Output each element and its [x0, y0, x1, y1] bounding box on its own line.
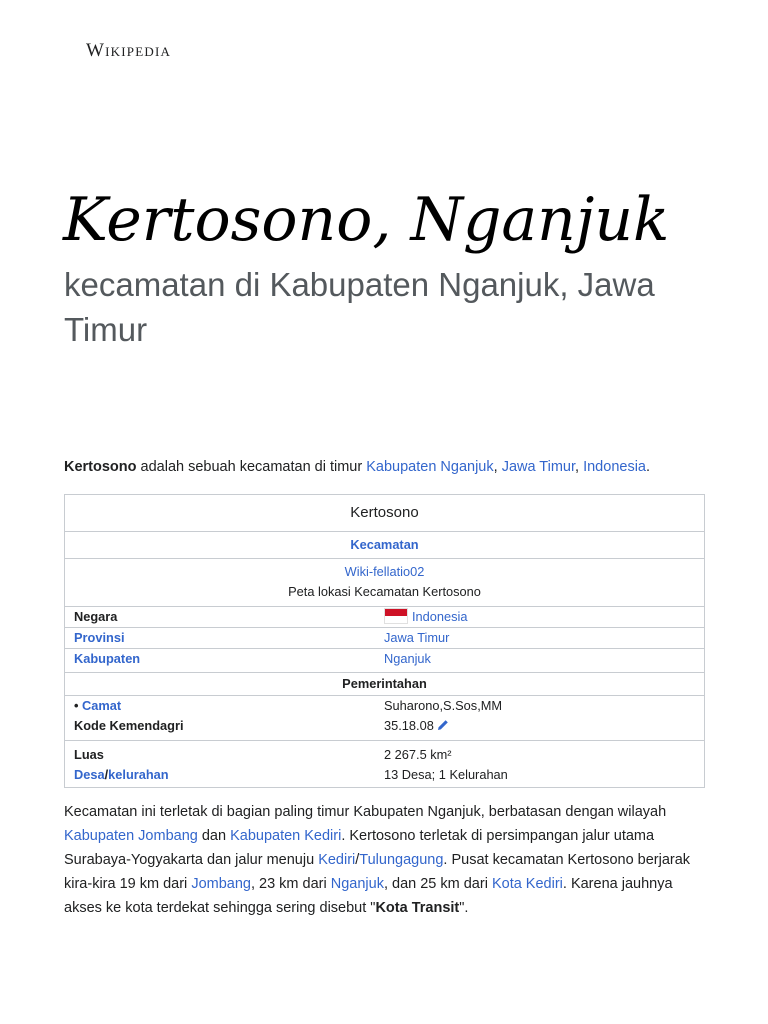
infobox-header-pemerintahan: Pemerintahan — [65, 672, 704, 695]
link-tulungagung[interactable]: Tulungagung — [359, 852, 444, 868]
body-bold: Kota Transit — [375, 900, 460, 916]
value-kode-kemendagri — [384, 716, 704, 736]
link-kota-kediri[interactable]: Kota Kediri — [491, 876, 563, 892]
lead-subject: Kertosono — [64, 459, 137, 475]
lead-sep: , — [493, 459, 502, 475]
link-jawa-timur-value[interactable]: Jawa Timur — [384, 630, 450, 645]
infobox — [64, 494, 705, 788]
infobox-row-luas — [65, 740, 704, 765]
slash: / — [104, 767, 109, 782]
link-nganjuk[interactable]: Nganjuk — [330, 876, 384, 892]
link-indonesia[interactable]: Indonesia — [583, 459, 646, 475]
kode-value: 35.18.08 — [384, 718, 434, 733]
body-text: . Pusat kecamatan Kertosono berjarak kira-kira 19 km dari — [64, 852, 691, 892]
bullet: • — [74, 698, 83, 713]
link-provinsi[interactable]: Provinsi — [74, 630, 125, 645]
page-title: Kertosono, Nganjuk — [63, 185, 670, 255]
infobox-row-provinsi — [65, 627, 704, 648]
label-kode-kemendagri: Kode Kemendagri — [74, 718, 184, 733]
infobox-row-camat — [65, 695, 704, 716]
value-luas: 2 267.5 km² — [384, 747, 452, 762]
lead-end: . — [645, 459, 651, 475]
label-negara: Negara — [74, 609, 118, 624]
body-text: Kecamatan ini terletak di bagian paling timur Kabupaten Nganjuk, berbatasan dengan wilayah — [64, 804, 667, 820]
label-desa-kelurahan — [65, 765, 384, 785]
value-kabupaten — [384, 649, 704, 669]
link-kabupaten-nganjuk[interactable]: Kabupaten Nganjuk — [366, 459, 494, 475]
link-camat[interactable]: Camat — [82, 698, 122, 713]
link-kabupaten-jombang[interactable]: Kabupaten Jombang — [64, 828, 198, 844]
label-provinsi — [65, 628, 384, 648]
label-kabupaten — [65, 649, 384, 669]
lead-sep: , — [575, 459, 584, 475]
link-kediri[interactable]: Kediri — [318, 852, 356, 868]
body-text: , 23 km dari — [250, 876, 331, 892]
link-kabupaten[interactable]: Kabupaten — [74, 651, 141, 666]
infobox-caption: Kertosono — [65, 495, 704, 532]
lead-text: adalah sebuah kecamatan di timur — [136, 459, 367, 475]
pencil-icon[interactable] — [437, 719, 449, 731]
body-text: . Karena jauhnya akses ke kota terdekat sehingga sering disebut " — [64, 876, 673, 916]
infobox-map — [65, 559, 704, 607]
link-kelurahan[interactable]: kelurahan — [108, 767, 169, 782]
page-subtitle: kecamatan di Kabupaten Nganjuk, Jawa Timur — [64, 266, 655, 348]
label-luas: Luas — [74, 747, 104, 762]
infobox-row-kode — [65, 716, 704, 736]
lead-paragraph — [64, 457, 724, 477]
body-text: . Kertosono terletak di persimpangan jalur utama Surabaya-Yogyakarta dan jalur menuju — [64, 828, 655, 868]
link-nganjuk-value[interactable]: Nganjuk — [384, 651, 431, 666]
infobox-row-desa — [65, 765, 704, 785]
value-camat: Suharono,S.Sos,MM — [384, 698, 503, 713]
body-text: dan — [197, 828, 231, 844]
value-desa-kelurahan: 13 Desa; 1 Kelurahan — [384, 767, 508, 782]
value-provinsi — [384, 628, 704, 648]
map-caption: Peta lokasi Kecamatan Kertosono — [288, 584, 481, 599]
wikipedia-wordmark[interactable]: Wikipedia — [86, 40, 172, 61]
link-negara-indonesia[interactable]: Indonesia — [412, 609, 468, 624]
indonesia-flag-icon — [384, 608, 408, 624]
map-image-link[interactable]: Wiki-fellatio02 — [344, 564, 425, 579]
infobox-row-kabupaten — [65, 648, 704, 669]
body-text: / — [355, 852, 360, 868]
link-jawa-timur[interactable]: Jawa Timur — [501, 459, 576, 475]
link-desa[interactable]: Desa — [74, 767, 105, 782]
label-camat — [65, 696, 384, 716]
body-text: ". — [459, 900, 469, 916]
infobox-type — [65, 532, 704, 559]
value-negara — [384, 607, 704, 627]
link-jombang[interactable]: Jombang — [191, 876, 251, 892]
body-text: , dan 25 km dari — [383, 876, 492, 892]
body-paragraph — [64, 800, 712, 920]
link-kabupaten-kediri[interactable]: Kabupaten Kediri — [230, 828, 342, 844]
infobox-row-negara — [65, 607, 704, 627]
infobox-type-link[interactable]: Kecamatan — [350, 537, 419, 552]
